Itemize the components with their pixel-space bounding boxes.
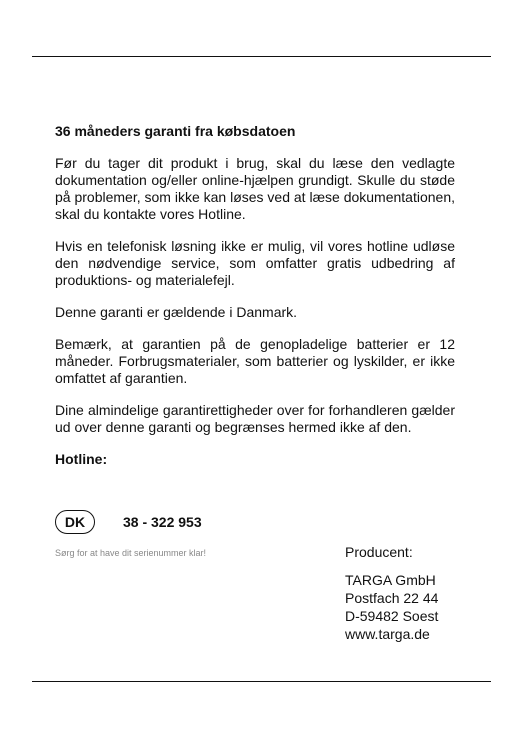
- producer-city: D-59482 Soest: [345, 608, 439, 624]
- producer-block: [345, 543, 438, 643]
- hotline-phone: 38 - 322 953: [123, 514, 202, 530]
- bottom-divider: [32, 681, 491, 682]
- producer-website: www.targa.de: [345, 626, 430, 642]
- producer-label: Producent:: [345, 544, 413, 560]
- hotline-label: Hotline:: [55, 451, 108, 467]
- hotline-row: [55, 509, 202, 535]
- warranty-text: [55, 122, 455, 468]
- producer-postbox: Postfach 22 44: [345, 590, 439, 606]
- serial-note: Sørg for at have dit serienummer klar!: [55, 548, 207, 558]
- top-divider: [32, 56, 491, 57]
- country-badge: DK: [55, 510, 95, 534]
- producer-company: TARGA GmbH: [345, 572, 436, 588]
- paragraph-usage: Før du tager dit produkt i brug, skal du læse den vedlagte dokumentation og/eller online-hjælpen grundigt. Skulle du støde på problemer, som ikke kan løses ved at læse dokumentationen, skal du kontakte vores Hotline.: [55, 155, 455, 222]
- paragraph-rights: Dine almindelige garantirettigheder over for forhandleren gælder ud over denne garanti og begrænses hermed ikke af den.: [55, 402, 455, 435]
- paragraph-service: Hvis en telefonisk løsning ikke er mulig, vil vores hotline udløse den nødvendige service, som omfatter gratis udbedring af produktions- og materialefejl.: [55, 238, 455, 288]
- paragraph-batteries: Bemærk, at garantien på de genopladelige batterier er 12 måneder. Forbrugsmaterialer, som batterier og lyskilder, er ikke omfattet af garantien.: [55, 336, 455, 386]
- warranty-heading: 36 måneders garanti fra købsdatoen: [55, 123, 296, 139]
- paragraph-validity: Denne garanti er gældende i Danmark.: [55, 304, 298, 320]
